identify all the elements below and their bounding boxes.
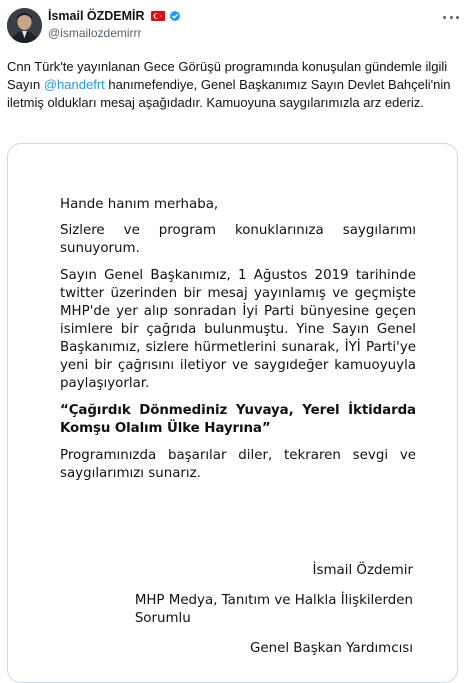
letter-quote: “Çağırdık Dönmediniz Yuvaya, Yerel İktidarda Komşu Olalım Ülke Hayrına” [60, 403, 416, 436]
signature-organization [135, 592, 413, 628]
mention-link[interactable]: @handefrt [43, 77, 105, 92]
letter-signature [135, 562, 413, 658]
tweet-image[interactable] [7, 143, 458, 683]
tweet-text-before: Cnn Türk'te yayınlanan Gece Görüşü programında konuşulan gündemle ilgili Sayın [7, 59, 448, 92]
signature-org-line-2: Sorumlu [134, 611, 191, 626]
author-handle[interactable]: @ismailozdemirrr [48, 26, 142, 40]
avatar-image [7, 8, 42, 43]
letter-paragraph-1: Sizlere ve program konuklarınıza saygılarımı sunuyorum. [60, 223, 416, 256]
letter-paragraph-3: Programınızda başarılar diler, tekraren sevgi ve saygılarımızı sunarız. [60, 448, 416, 481]
tweet-text-after: hanımefendiye, Genel Başkanımız Sayın Devlet Bahçeli'nin iletmiş oldukları mesaj aşağıdadır. Kamuoyuna saygılarımızla arz ederiz. [7, 77, 451, 110]
tweet-text [7, 58, 465, 112]
signature-org-line-1: MHP Medya, Tanıtım ve Halkla İlişkilerden [134, 593, 413, 608]
letter-greeting: Hande hanım merhaba, [60, 197, 219, 212]
turkey-flag-icon [151, 11, 165, 21]
verified-badge-icon [168, 9, 182, 23]
letter-paragraph-2: Sayın Genel Başkanımız, 1 Ağustos 2019 tarihinde twitter üzerinden bir mesaj yayınlamış ve geçmişte MHP'de yer alıp sonradan İyi Parti bünyesine geçen isimlere bir çağrıda bulunmuştu. Yine Sayın Genel Başkanımız, sizlere hürmetlerini sunarak, İYİ Parti'ye yeni bir çağrısını iletiyor ve saygıdeğer kamuoyuyla paylaşıyorlar. [60, 268, 416, 391]
signature-title: Genel Başkan Yardımcısı [249, 641, 413, 656]
more-options-icon[interactable] [443, 10, 459, 24]
author-name-row[interactable] [48, 8, 182, 24]
letter-body [60, 196, 416, 492]
signature-name: İsmail Özdemir [312, 563, 413, 578]
avatar[interactable] [7, 8, 42, 43]
author-name[interactable]: İsmail ÖZDEMİR [48, 9, 145, 23]
